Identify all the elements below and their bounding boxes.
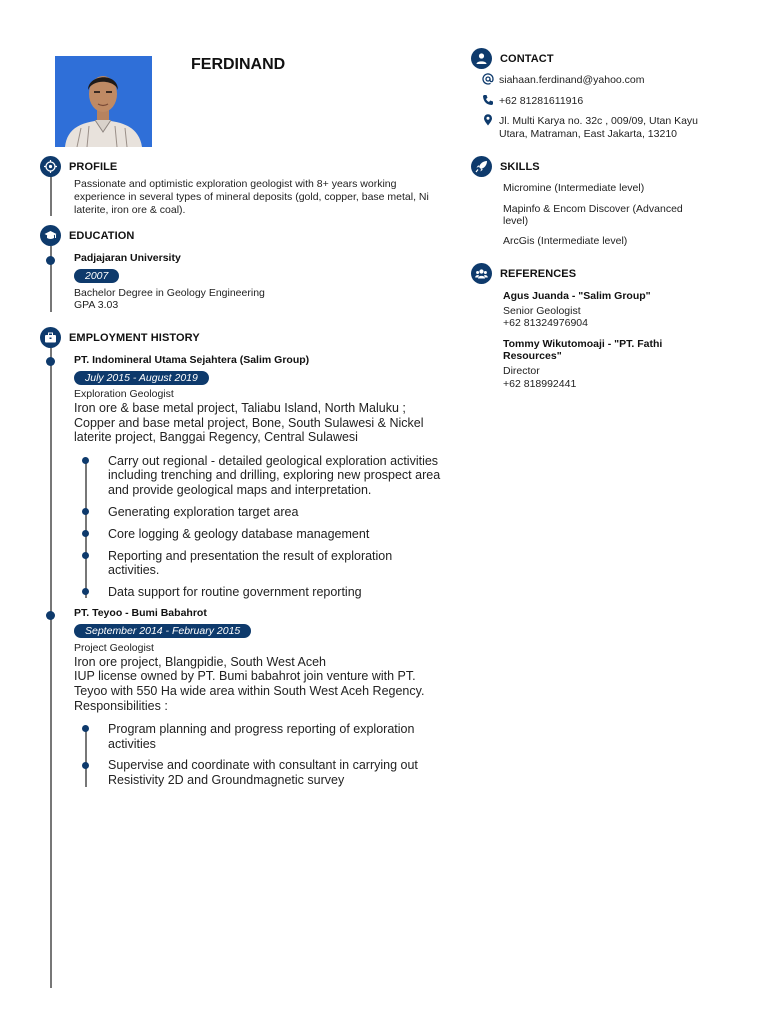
bullet-timeline-line bbox=[85, 727, 87, 787]
map-pin-icon bbox=[482, 114, 494, 126]
phone-icon bbox=[482, 94, 494, 106]
candidate-name: FERDINAND bbox=[191, 56, 286, 73]
job-bullet-line: Program planning and progress reporting of exploration bbox=[108, 722, 415, 736]
profile-summary-line: Passionate and optimistic exploration geologist with 8+ years working bbox=[74, 178, 397, 190]
job-bullet-line: Core logging & geology database management bbox=[108, 527, 370, 541]
job-description-line: laterite project, Banggai Regency, Central Sulawesi bbox=[74, 430, 358, 444]
skills-heading: SKILLS bbox=[500, 161, 540, 173]
job-bullet-line: Carry out regional - detailed geological exploration activities bbox=[108, 454, 439, 468]
at-sign-icon bbox=[482, 73, 494, 85]
bullet-dot bbox=[82, 552, 89, 559]
contact-phone: +62 81281611916 bbox=[499, 95, 584, 107]
reference-name: Resources" bbox=[503, 350, 562, 362]
job-title: Project Geologist bbox=[74, 642, 154, 654]
job-description-line: Copper and base metal project, Bone, South Sulawesi & Nickel bbox=[74, 416, 424, 430]
people-icon bbox=[471, 263, 492, 284]
briefcase-icon bbox=[40, 327, 61, 348]
job-bullet-line: including trenching and drilling, exploring new prospect area bbox=[108, 468, 441, 482]
bullet-dot bbox=[82, 530, 89, 537]
reference-phone: +62 81324976904 bbox=[503, 317, 588, 329]
bullet-dot bbox=[82, 508, 89, 515]
contact-email[interactable]: siahaan.ferdinand@yahoo.com bbox=[499, 74, 645, 86]
contact-address-line: Utara, Matraman, East Jakarta, 13210 bbox=[499, 128, 678, 140]
reference-phone: +62 818992441 bbox=[503, 378, 577, 390]
bullet-dot bbox=[82, 457, 89, 464]
skill-item: level) bbox=[503, 215, 529, 227]
graduation-cap-icon bbox=[40, 225, 61, 246]
job-bullet-line: Generating exploration target area bbox=[108, 505, 299, 519]
job-bullet-line: Reporting and presentation the result of exploration bbox=[108, 549, 393, 563]
person-icon bbox=[471, 48, 492, 69]
job-timeline-dot bbox=[46, 611, 55, 620]
profile-heading: PROFILE bbox=[69, 161, 118, 173]
contact-address-line: Jl. Multi Karya no. 32c , 009/09, Utan Kayu bbox=[499, 115, 699, 127]
reference-role: Senior Geologist bbox=[503, 305, 581, 317]
job-description-line: IUP license owned by PT. Bumi babahrot join venture with PT. bbox=[74, 669, 416, 683]
job-timeline-dot bbox=[46, 357, 55, 366]
school-name: Padjajaran University bbox=[74, 252, 181, 264]
job-bullet-line: Data support for routine government reporting bbox=[108, 585, 362, 599]
references-heading: REFERENCES bbox=[500, 268, 577, 280]
skill-item: Mapinfo & Encom Discover (Advanced bbox=[503, 203, 683, 215]
profile-photo bbox=[55, 56, 152, 147]
bullet-dot bbox=[82, 588, 89, 595]
bullet-timeline-line bbox=[85, 458, 87, 598]
job-bullet-line: activities bbox=[108, 737, 156, 751]
gpa: GPA 3.03 bbox=[74, 299, 119, 311]
job-dates-badge: September 2014 - February 2015 bbox=[74, 624, 251, 638]
profile-summary-line: laterite, iron ore & coal). bbox=[74, 204, 186, 216]
employment-heading: EMPLOYMENT HISTORY bbox=[69, 332, 200, 344]
job-bullet-line: Resistivity 2D and Groundmagnetic survey bbox=[108, 773, 345, 787]
bullet-dot bbox=[82, 762, 89, 769]
education-year-badge: 2007 bbox=[74, 269, 119, 283]
skill-item: Micromine (Intermediate level) bbox=[503, 182, 645, 194]
degree: Bachelor Degree in Geology Engineering bbox=[74, 287, 265, 299]
employment-timeline-line bbox=[50, 348, 52, 988]
reference-name: Agus Juanda - "Salim Group" bbox=[503, 290, 651, 302]
job-bullet-line: and provide geological maps and interpretation. bbox=[108, 483, 372, 497]
education-timeline-dot bbox=[46, 256, 55, 265]
job-bullet-line: activities. bbox=[108, 563, 160, 577]
job-description-line: Iron ore project, Blangpidie, South West Aceh bbox=[74, 655, 327, 669]
contact-heading: CONTACT bbox=[500, 53, 554, 65]
rocket-icon bbox=[471, 156, 492, 177]
skill-item: ArcGis (Intermediate level) bbox=[503, 235, 628, 247]
job-description-line: Iron ore & base metal project, Taliabu Island, North Maluku ; bbox=[74, 401, 406, 415]
job-description-line: Responsibilities : bbox=[74, 699, 168, 713]
reference-role: Director bbox=[503, 365, 540, 377]
reference-name: Tommy Wikutomoaji - "PT. Fathi bbox=[503, 338, 663, 350]
job-description-line: Teyoo with 550 Ha wide area within South West Aceh Regency. bbox=[74, 684, 425, 698]
education-heading: EDUCATION bbox=[69, 230, 135, 242]
job-title: Exploration Geologist bbox=[74, 388, 174, 400]
profile-icon bbox=[40, 156, 61, 177]
bullet-dot bbox=[82, 725, 89, 732]
profile-summary-line: experience in several types of mineral deposits (gold, copper, base metal, Ni bbox=[74, 191, 429, 203]
profile-timeline-line bbox=[50, 176, 52, 216]
job-bullet-line: Supervise and coordinate with consultant in carrying out bbox=[108, 758, 418, 772]
job-company: PT. Indomineral Utama Sejahtera (Salim Group) bbox=[74, 354, 310, 366]
job-company: PT. Teyoo - Bumi Babahrot bbox=[74, 607, 207, 619]
job-dates-badge: July 2015 - August 2019 bbox=[74, 371, 209, 385]
